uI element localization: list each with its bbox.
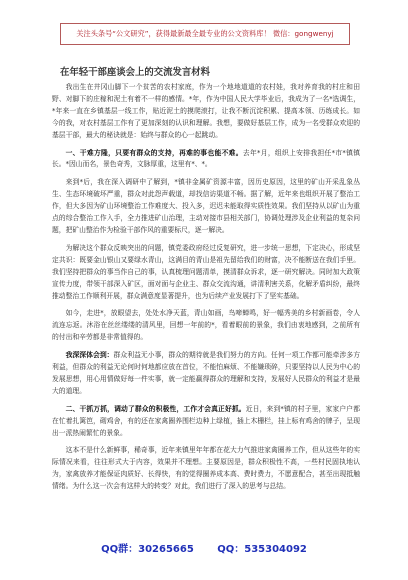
paragraph-text: 如今，走进*，放眼望去，处处水净天蓝，青山如画，鸟啼蝉鸣，好一幅秀美的乡村新画卷，令人流连忘返。沐浴在丝丝缕缕的清风里，回想一年前的*，看着眼前的景象，我们由衷地感到，之前所有的付出和辛劳都是非常值得的。: [52, 309, 360, 342]
paragraph-text: 群众利益无小事，群众的期待就是我们努力的方向。任何一项工作都可能牵涉多方利益，但群众的利益无论何时何地都应放在首位，不能怕麻烦、不能嫌琐碎，只要坚持以人民为中心的发展思想，用心用情做好每一件实事，就一定能赢得群众的理解和支持，发展好人民群众的利益才是最大的道理。: [52, 351, 360, 395]
footer-contact: [0, 540, 408, 555]
paragraph-lead: 我深深体会到：: [65, 351, 114, 360]
header-banner: 关注头条号“公文研究”，获得最新最全最专业的公文资料库！ 微信：gongwenyj: [60, 23, 350, 45]
paragraph-text: 我出生在井冈山脚下一个贫苦的农村家庭，作为一个地地道道的农村娃，我对养育我的村庄和田野、对脚下的庄稼和泥土有着不一样的感情。*年，作为中国人民大学毕业后，我成为了一名*选调生，*年来一直在乡镇基层一线工作，贴近泥土的摸爬滚打，让我不断沉淀积累、提高本领、历练成长。如今的我，对农村基层工作有了更加深刻的认识和理解。我想，要做好基层工作，成为一名受群众欢迎的基层干部，最大的秘诀就是：始终与群众的心一起跳动。: [52, 83, 360, 139]
paragraph-text: 为解决这个群众反映突出的问题，镇党委政府经过反复研究，进一步统一思想，下定决心，形成坚定共识：既要金山银山又要绿水青山，这满目的青山是祖先留给我们的财富，决不能断送在我们手里。我们坚持把群众的事当作自己的事，认真梳理问题清单，摸清群众诉求，逐一研究解决。同时加大政策宣传力度，带领干部深入矿区，面对面与企业主、群众交流沟通，讲清利害关系，化解矛盾纠纷，最终推动整治工作顺利开展，群众满意度显著提升，也为后续产业发展打下了坚实基础。: [52, 243, 360, 300]
paragraph-text: 去年*月，组织上安排我担任*市*镇镇长。*因山而名，景色奇秀，文脉厚重，这里有*、*。: [52, 148, 360, 169]
qq-number-text: QQ：535304092: [217, 544, 307, 555]
paragraph-lead: 二、干抓万抓，调动了群众的积极性，工作才会真正好抓。: [65, 404, 246, 413]
qq-group-text: QQ群：30265665: [101, 544, 194, 555]
paragraph-text: 来到*后，我在深入调研中了解到，*镇非金属矿资源丰富，因历史原因，这里的矿山开采乱象丛生、生态环境破坏严重，群众对此怨声载道，却找信访渠道不畅。据了解，近年来也组织开展了整治工作，但大多因为矿山环境整治工作难度大、投入多，迟迟未能取得实质性效果。我们坚持从以矿山为重点的综合整治工作入手，全力推进矿山治理，主动对接市县相关部门，协调处理涉及企业利益的复杂问题，把矿山整治作为检验干部作风的重要标尺，逐一解决。: [52, 178, 360, 234]
paragraph: [52, 243, 360, 303]
paragraph: [52, 148, 360, 172]
paragraph: [52, 350, 360, 398]
paragraph: [52, 82, 360, 142]
paragraph-lead: 一、干难方隆，只要有群众的支持，再难的事也能不难。: [65, 148, 243, 157]
document-title: 在年轻干部座谈会上的交流发言材料: [60, 67, 211, 78]
paragraph: [52, 404, 360, 440]
paragraph-text: 这本不是什么新鲜事，稀奇事，近年来镇里年年都在花大力气推进家禽圈养工作，但从这些年的实际情况来看，往往形式大于内容，效果并不理想。主要原因是，群众积极性不高，一些村民固执地认为，家禽放养才能保证肉质好、长得快，有的觉得圈养成本高、费时费力，不愿意配合，甚至出现抵触情绪。为什么这一次会有这样大的转变？对此，我们进行了深入的思考与总结。: [52, 446, 360, 491]
document-body: [52, 82, 360, 536]
paragraph: [52, 308, 360, 344]
paragraph: [52, 445, 360, 493]
paragraph: [52, 177, 360, 237]
paragraph-text: 近日，来到*镇的村子里，家家户户都在忙着扎篱笆，砌鸡舍，有的还在家禽圈养围栏边种上绿植，插上木栅栏，挂上标有鸡舍的牌子，呈现出一派热闹繁忙的景象。: [52, 404, 360, 437]
